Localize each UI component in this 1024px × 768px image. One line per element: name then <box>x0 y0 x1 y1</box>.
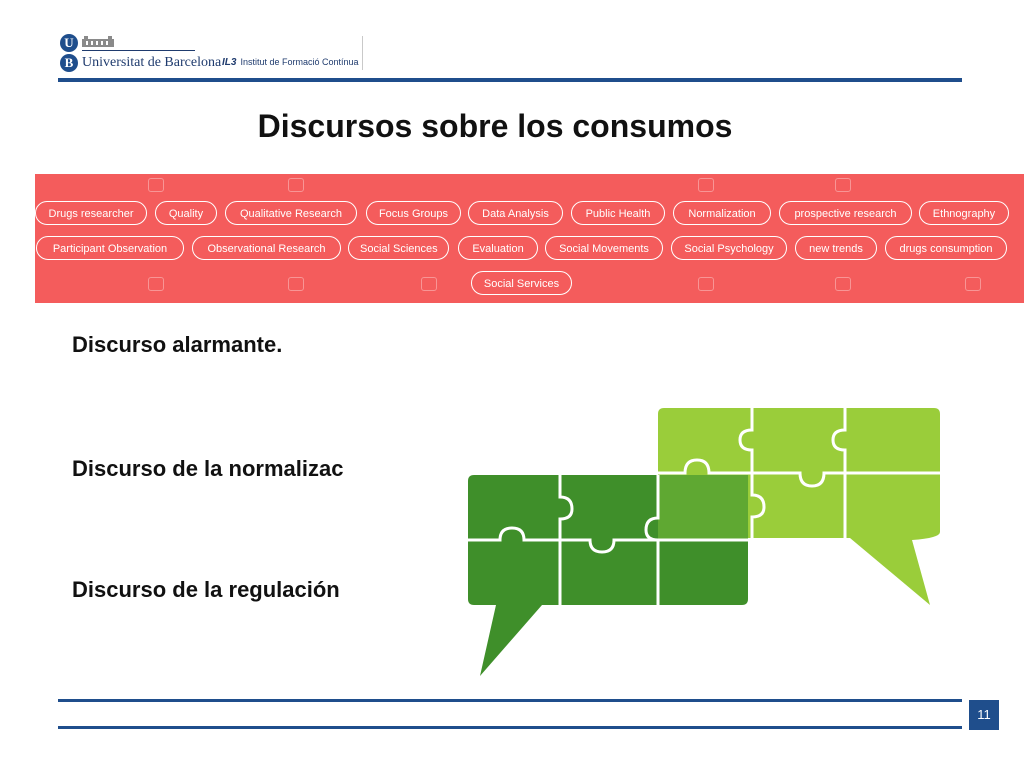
tag-social-psychology: Social Psychology <box>671 236 787 260</box>
tag-ethnography: Ethnography <box>919 201 1009 225</box>
faint-background-icon <box>421 277 437 291</box>
tag-participant-observation: Participant Observation <box>36 236 184 260</box>
il3-mark: IL3 <box>222 57 237 68</box>
puzzle-speech-bubbles-illustration <box>460 400 950 700</box>
il3-name: Institut de Formació Contínua <box>240 57 359 67</box>
university-name: Universitat de Barcelona <box>82 55 222 70</box>
faint-background-icon <box>698 178 714 192</box>
tag-social-services: Social Services <box>471 271 572 295</box>
tag-prospective-research: prospective research <box>779 201 912 225</box>
ub-logo-letter-u: U <box>60 34 78 52</box>
tag-data-analysis: Data Analysis <box>468 201 563 225</box>
tag-public-health: Public Health <box>571 201 665 225</box>
faint-background-icon <box>698 277 714 291</box>
footer-rule-top <box>58 699 962 702</box>
il3-logo <box>222 57 359 68</box>
faint-background-icon <box>835 178 851 192</box>
faint-background-icon <box>288 277 304 291</box>
tag-cloud-banner <box>35 174 1024 303</box>
tag-qualitative-research: Qualitative Research <box>225 201 357 225</box>
faint-background-icon <box>835 277 851 291</box>
tag-quality: Quality <box>155 201 217 225</box>
ub-logo-rule <box>82 50 195 51</box>
dark-green-speech-bubble <box>468 475 748 676</box>
tag-drugs-consumption: drugs consumption <box>885 236 1007 260</box>
footer-rule-bottom <box>58 726 962 729</box>
header-divider <box>362 36 363 70</box>
page-number-badge: 11 <box>969 700 999 730</box>
header-rule <box>58 78 962 82</box>
tag-drugs-researcher: Drugs researcher <box>35 201 147 225</box>
point-normalization-discourse: Discurso de la normalizac <box>72 456 344 481</box>
ub-logo-letter-b: B <box>60 54 78 72</box>
tag-normalization: Normalization <box>673 201 771 225</box>
tag-evaluation: Evaluation <box>458 236 538 260</box>
point-alarmist-discourse: Discurso alarmante. <box>72 332 283 357</box>
faint-background-icon <box>148 178 164 192</box>
tag-observational-research: Observational Research <box>192 236 341 260</box>
tag-new-trends: new trends <box>795 236 877 260</box>
slide-title-text: Discursos sobre los consumos <box>257 108 733 144</box>
university-logo <box>58 32 222 76</box>
tag-social-movements: Social Movements <box>545 236 663 260</box>
tag-social-sciences: Social Sciences <box>348 236 449 260</box>
ub-building-icon <box>82 35 114 47</box>
faint-background-icon <box>148 277 164 291</box>
faint-background-icon <box>288 178 304 192</box>
faint-background-icon <box>965 277 981 291</box>
slide-title <box>0 108 1000 145</box>
tag-focus-groups: Focus Groups <box>366 201 461 225</box>
point-regulation-discourse: Discurso de la regulación <box>72 577 340 602</box>
